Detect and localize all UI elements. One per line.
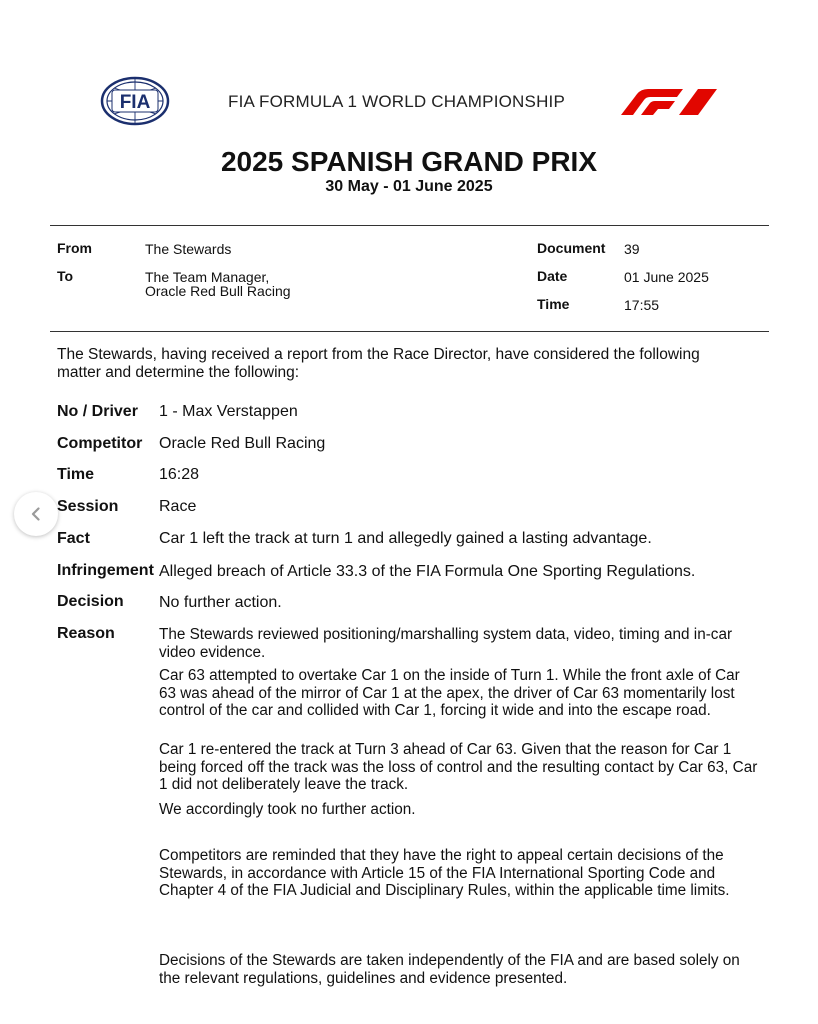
intro-text: The Stewards, having received a report from the Race Director, have considered the following matter and determine the following: xyxy=(57,346,700,381)
from-value: The Stewards xyxy=(145,241,232,257)
competitor-value: Oracle Red Bull Racing xyxy=(159,435,326,452)
reason-paragraph: Car 1 re-entered the track at Turn 3 ahead of Car 63. Given that the reason for Car 1 being forced off the track was the loss of control and the resulting contact by Car 63, Car 1 did not deliberately leave the track. xyxy=(159,741,758,793)
driver-label: No / Driver xyxy=(57,403,138,420)
decision-label: Decision xyxy=(57,593,124,610)
independence-notice: Decisions of the Stewards are taken independently of the FIA and are based solely on the relevant regulations, guidelines and evidence presented. xyxy=(159,952,740,987)
document-label: Document xyxy=(537,240,606,256)
fia-logo-icon xyxy=(100,76,170,126)
incident-time-label: Time xyxy=(57,466,95,483)
reason-paragraph: Car 63 attempted to overtake Car 1 on the inside of Turn 1. While the front axle of Car 63 was ahead of the mirror of Car 1 at the apex, the driver of Car 63 momentarily lost control of the car and collided with Car 1, forcing it wide and into the escape road. xyxy=(159,667,740,719)
svg-text:FIA: FIA xyxy=(119,92,151,113)
event-dates: 30 May - 01 June 2025 xyxy=(325,178,493,195)
to-label: To xyxy=(57,268,74,284)
appeal-notice: Competitors are reminded that they have the right to appeal certain decisions of the Stewards, in accordance with Article 15 of the FIA International Sporting Code and Chapter 4 of the FIA Judicial and Disciplinary Rules, within the applicable time limits. xyxy=(159,847,730,899)
driver-value: 1 - Max Verstappen xyxy=(159,403,298,420)
time-value: 17:55 xyxy=(624,297,660,313)
carousel-prev-button[interactable] xyxy=(14,492,58,536)
from-label: From xyxy=(57,240,92,256)
event-title xyxy=(0,146,818,178)
competitor-label: Competitor xyxy=(57,435,143,452)
session-label: Session xyxy=(57,498,119,515)
fact-value: Car 1 left the track at turn 1 and allegedly gained a lasting advantage. xyxy=(159,530,652,547)
infringement-label: Infringement xyxy=(57,562,154,579)
date-label: Date xyxy=(537,268,568,284)
bottom-divider xyxy=(50,331,769,332)
reason-paragraph: The Stewards reviewed positioning/marshalling system data, video, timing and in-car video evidence. xyxy=(159,626,733,661)
chevron-left-icon xyxy=(28,506,44,522)
decision-value: No further action. xyxy=(159,594,282,611)
document-value: 39 xyxy=(624,241,640,257)
event-year: 2025 xyxy=(220,146,284,177)
to-value-line1: The Team Manager, xyxy=(145,269,270,285)
reason-label: Reason xyxy=(57,625,115,642)
to-value-line2: Oracle Red Bull Racing xyxy=(145,283,291,299)
f1-logo-icon xyxy=(617,86,719,116)
date-value: 01 June 2025 xyxy=(624,269,709,285)
event-name: SPANISH GRAND PRIX xyxy=(291,146,598,177)
reason-paragraph: We accordingly took no further action. xyxy=(159,801,416,818)
fact-label: Fact xyxy=(57,530,90,547)
infringement-value: Alleged breach of Article 33.3 of the FIA Formula One Sporting Regulations. xyxy=(159,563,696,580)
top-divider xyxy=(50,225,769,226)
time-label: Time xyxy=(537,296,570,312)
session-value: Race xyxy=(159,498,197,515)
championship-title: FIA FORMULA 1 WORLD CHAMPIONSHIP xyxy=(228,92,566,111)
incident-time-value: 16:28 xyxy=(159,466,200,483)
